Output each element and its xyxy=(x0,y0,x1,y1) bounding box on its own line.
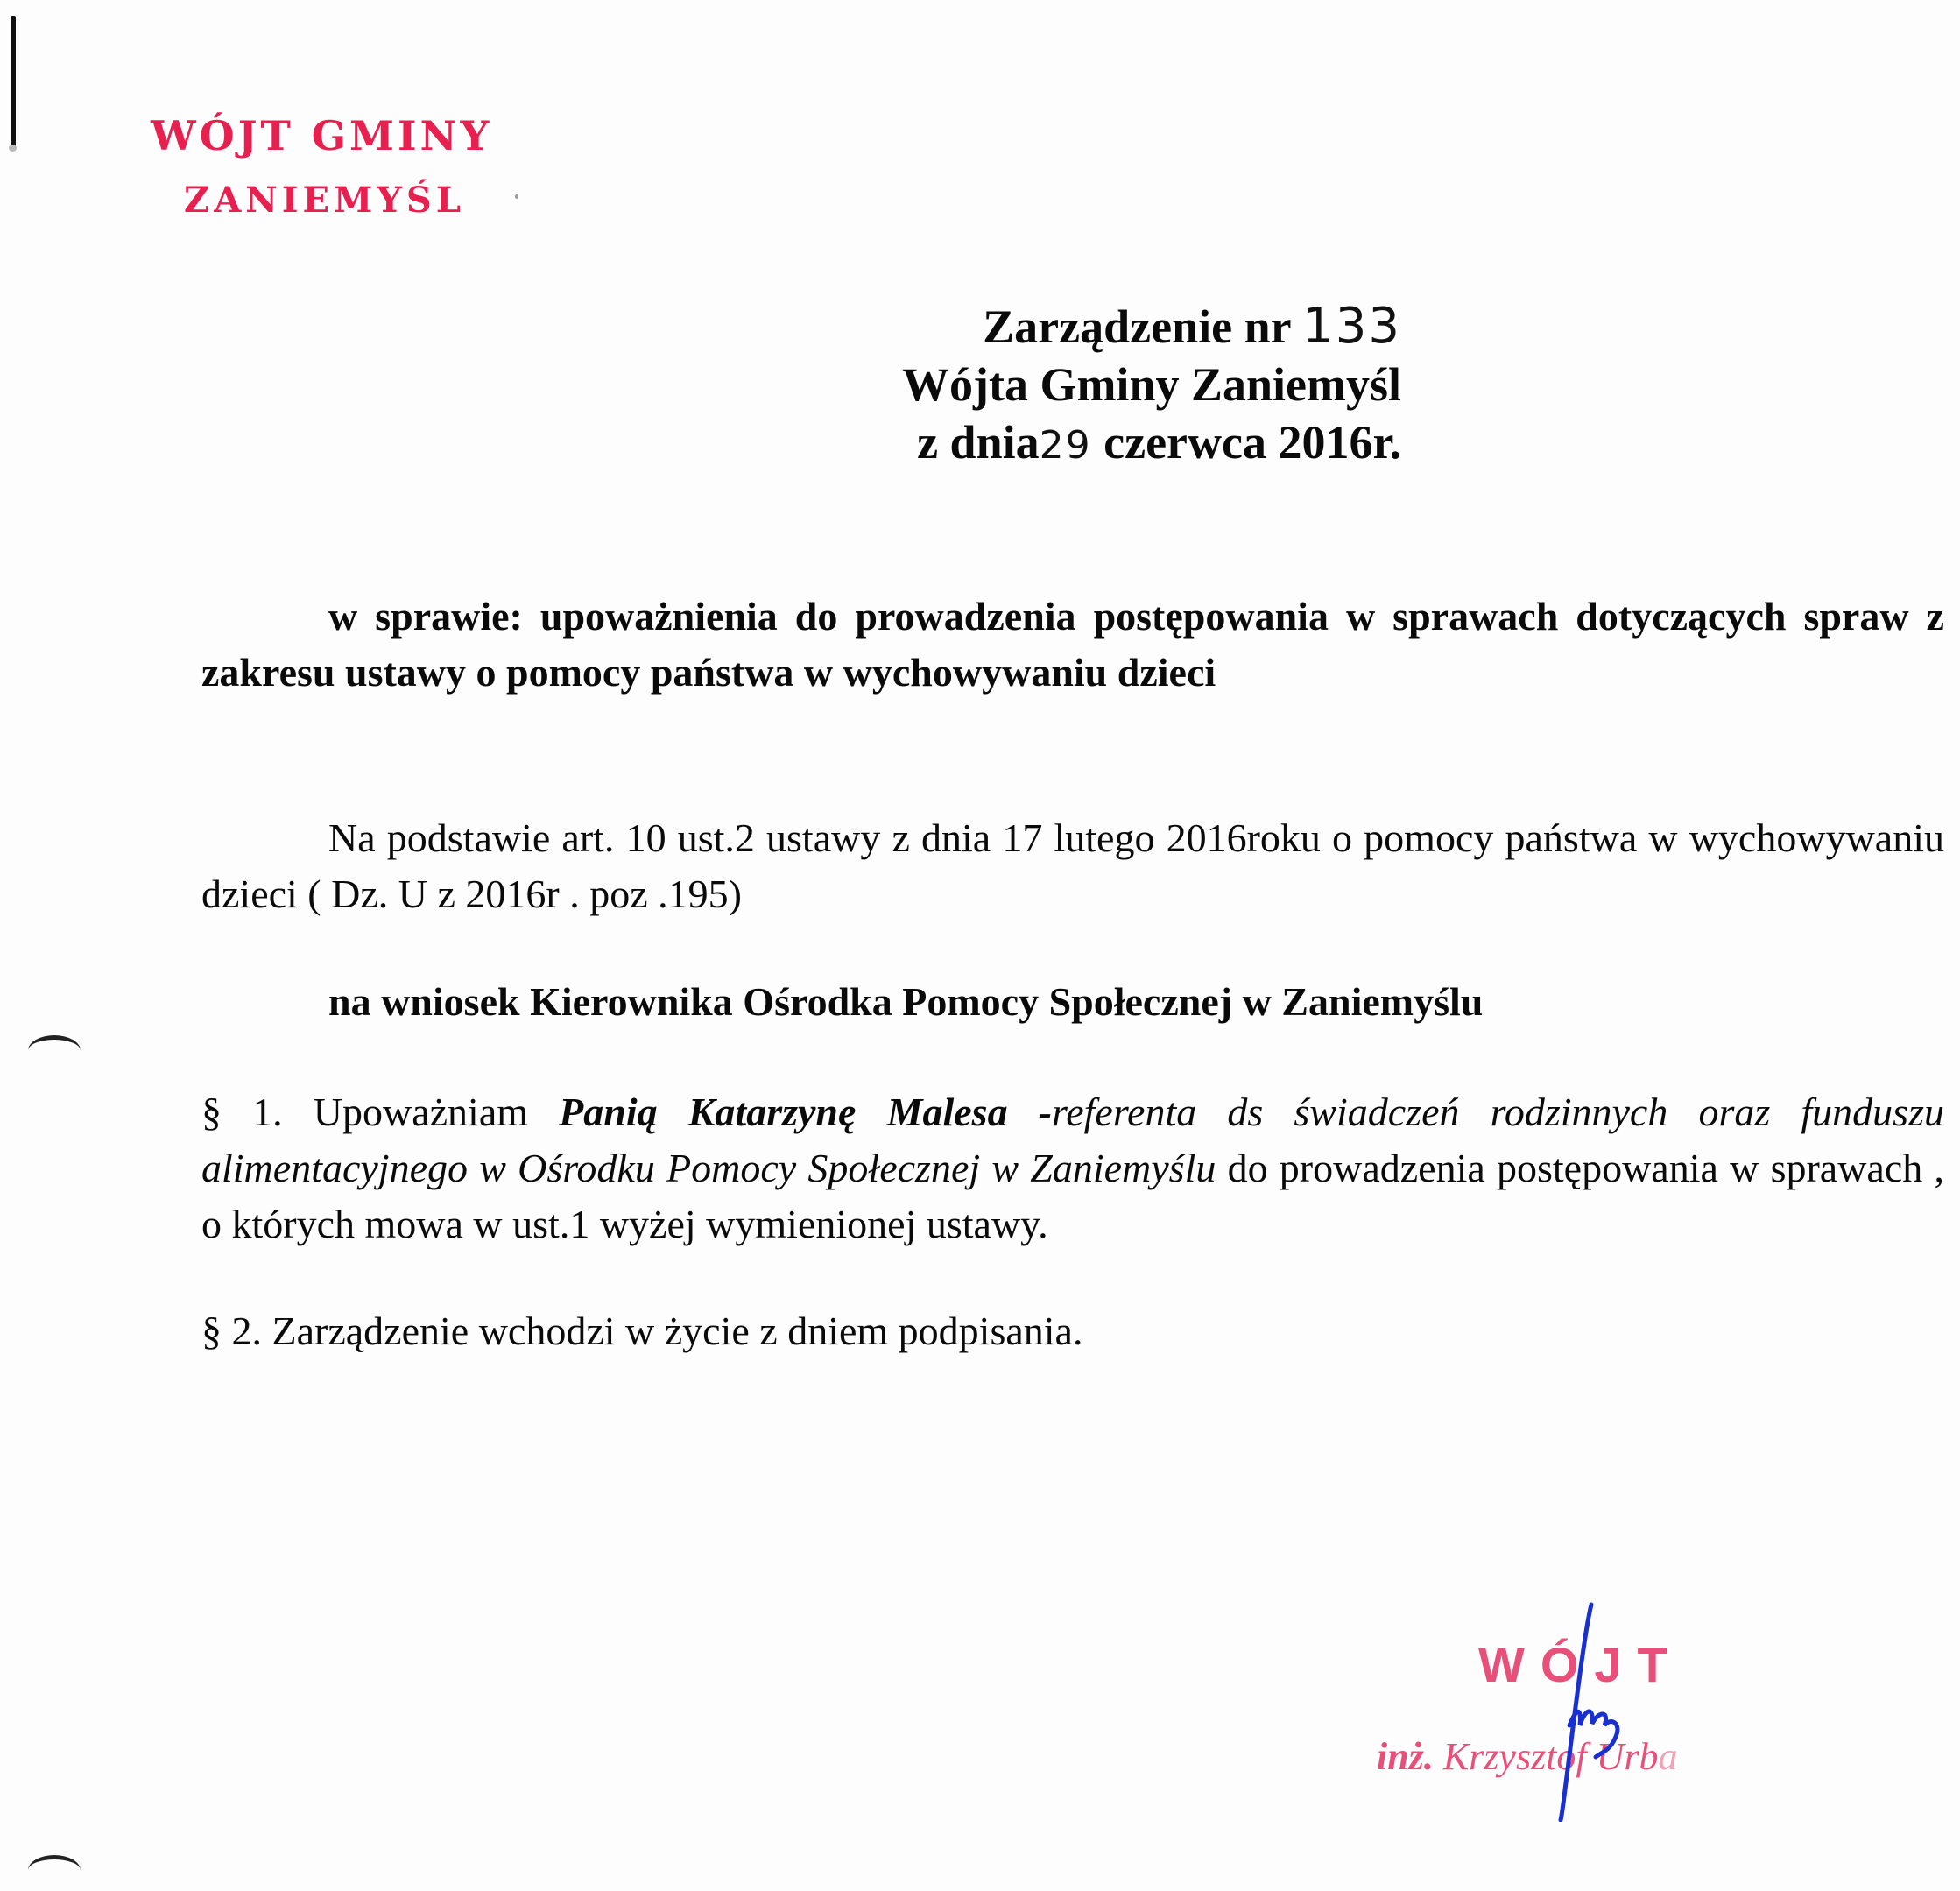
title-prefix: inż. xyxy=(1377,1735,1434,1778)
handwritten-signature-icon xyxy=(1524,1594,1664,1822)
punch-hole-mark xyxy=(28,1855,81,1886)
stamp-wojt-gminy: WÓJT GMINY xyxy=(151,112,493,159)
handwritten-number: 133 xyxy=(1302,298,1401,355)
signatory-name: Krzysztof Urb xyxy=(1442,1735,1659,1778)
subject-paragraph: w sprawie: upoważnienia do prowadzenia postępowania w sprawach dotyczących spraw z zakresu ustawy o pomocy państwa w wychowywaniu dzieci xyxy=(201,594,1944,695)
punch-hole-mark xyxy=(28,1035,81,1066)
authorized-person-name: Panią Katarzynę Malesa xyxy=(559,1090,1008,1134)
document-heading xyxy=(613,298,1401,475)
request-line: na wniosek Kierownika Ośrodka Pomocy Społecznej w Zaniemyślu xyxy=(328,979,1484,1024)
dash: - xyxy=(1007,1090,1053,1134)
staple-end xyxy=(9,145,17,152)
heading-line-3 xyxy=(613,413,1401,475)
paragraph-1-suffix: do prowadzenia postępowania w sprawach , o których mowa w ust.1 wyżej wymienionej ustawy. xyxy=(201,1146,1944,1246)
signatory-name-faded: a xyxy=(1658,1735,1678,1778)
paragraph-2: § 2. Zarządzenie wchodzi w życie z dniem podpisania. xyxy=(201,1309,1083,1353)
speck xyxy=(515,194,518,199)
authorized-person-role: referenta ds świadczeń rodzinnych oraz funduszu alimentacyjnego w Ośrodku Pomocy Społecznej w Zaniemyślu xyxy=(201,1090,1944,1190)
heading-line-2: Wójta Gminy Zaniemyśl xyxy=(901,358,1401,411)
heading-title: Zarządzenie nr xyxy=(983,300,1291,353)
paragraph-1-prefix: § 1. Upoważniam xyxy=(201,1090,560,1134)
staple-mark xyxy=(11,16,16,147)
date-suffix: czerwca 2016r. xyxy=(1103,416,1401,469)
heading-line-1 xyxy=(613,298,1401,356)
handwritten-day: 29 xyxy=(1039,423,1092,468)
signature-stamp-title: WÓJT xyxy=(1478,1637,1683,1692)
date-prefix: z dnia xyxy=(917,416,1040,469)
stamp-zaniemysl: ZANIEMYŚL xyxy=(184,180,465,221)
legal-basis-paragraph: Na podstawie art. 10 ust.2 ustawy z dnia 17 lutego 2016roku o pomocy państwa w wychowywaniu dzieci ( Dz. U z 2016r . poz .195) xyxy=(201,815,1944,916)
paragraph-1 xyxy=(201,1084,1944,1252)
